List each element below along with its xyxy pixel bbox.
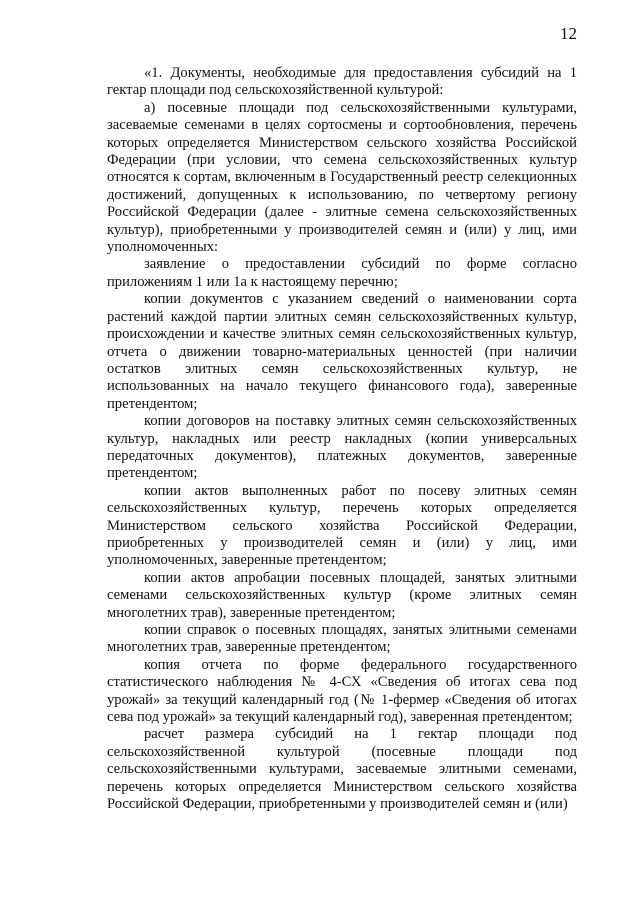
paragraph-area-certificates: копии справок о посевных площадях, занятых элитными семенами многолетних трав, заверенные претендентом; — [107, 622, 577, 656]
paragraph-supply-contracts: копии договоров на поставку элитных семян сельскохозяйственных культур, накладных или реестр накладных (копии универсальных передаточных документов), платежных документов, заверенные претендентом; — [107, 413, 577, 482]
paragraph-sowing-acts: копии актов выполненных работ по посеву элитных семян сельскохозяйственных культур, перечень которых определяется Министерством сельского хозяйства Российской Федерации, приобретенных у производителей семян и (или) у лиц, ими уполномоченных, заверенные претендентом; — [107, 482, 577, 569]
paragraph-heading: «1. Документы, необходимые для предоставления субсидий на 1 гектар площади под сельскохозяйственной культурой: — [107, 65, 577, 99]
page-number: 12 — [560, 24, 577, 43]
paragraph-statistics-report: копия отчета по форме федерального государственного статистического наблюдения № 4-СХ «Сведения об итогах сева под урожай» за текущий календарный год (№ 1-фермер «Сведения об итогах сева под урожай» за текущий календарный год), заверенная претендентом; — [107, 656, 577, 726]
paragraph-application: заявление о предоставлении субсидий по форме согласно приложениям 1 или 1а к настоящему перечню; — [107, 256, 577, 290]
paragraph-seed-documents: копии документов с указанием сведений о наименовании сорта растений каждой партии элитных семян сельскохозяйственных культур, происхождении и качестве элитных семян сельскохозяйственных культур, отчета о движении товарно-материальных ценностей (при наличии остатков элитных семян сельскохозяйственных культур, не использованных на начало текущего финансового года), заверенные претендентом; — [107, 291, 577, 412]
paragraph-approbation-acts: копии актов апробации посевных площадей, занятых элитными семенами сельскохозяйственных культур (кроме элитных семян многолетних трав), заверенные претендентом; — [107, 569, 577, 621]
paragraph-subsidy-calculation: расчет размера субсидий на 1 гектар площади под сельскохозяйственной культурой (посевные площади под сельскохозяйственными культурами, засеваемые элитными семенами, перечень которых определяется Министерством сельского хозяйства Российской Федерации, приобретенными у производителей семян и (или) — [107, 726, 577, 813]
document-body — [107, 65, 577, 813]
paragraph-item-a: а) посевные площади под сельскохозяйственными культурами, засеваемые семенами в целях сортосмены и сортообновления, перечень которых определяется Министерством сельского хозяйства Российской Федерации (при условии, что семена сельскохозяйственных культур относятся к сортам, включенным в Государственный реестр селекционных достижений, допущенных к использованию, по четвертому региону Российской Федерации (далее - элитные семена сельскохозяйственных культур), приобретенными у производителей семян и (или) у лиц, ими уполномоченных: — [107, 99, 577, 256]
